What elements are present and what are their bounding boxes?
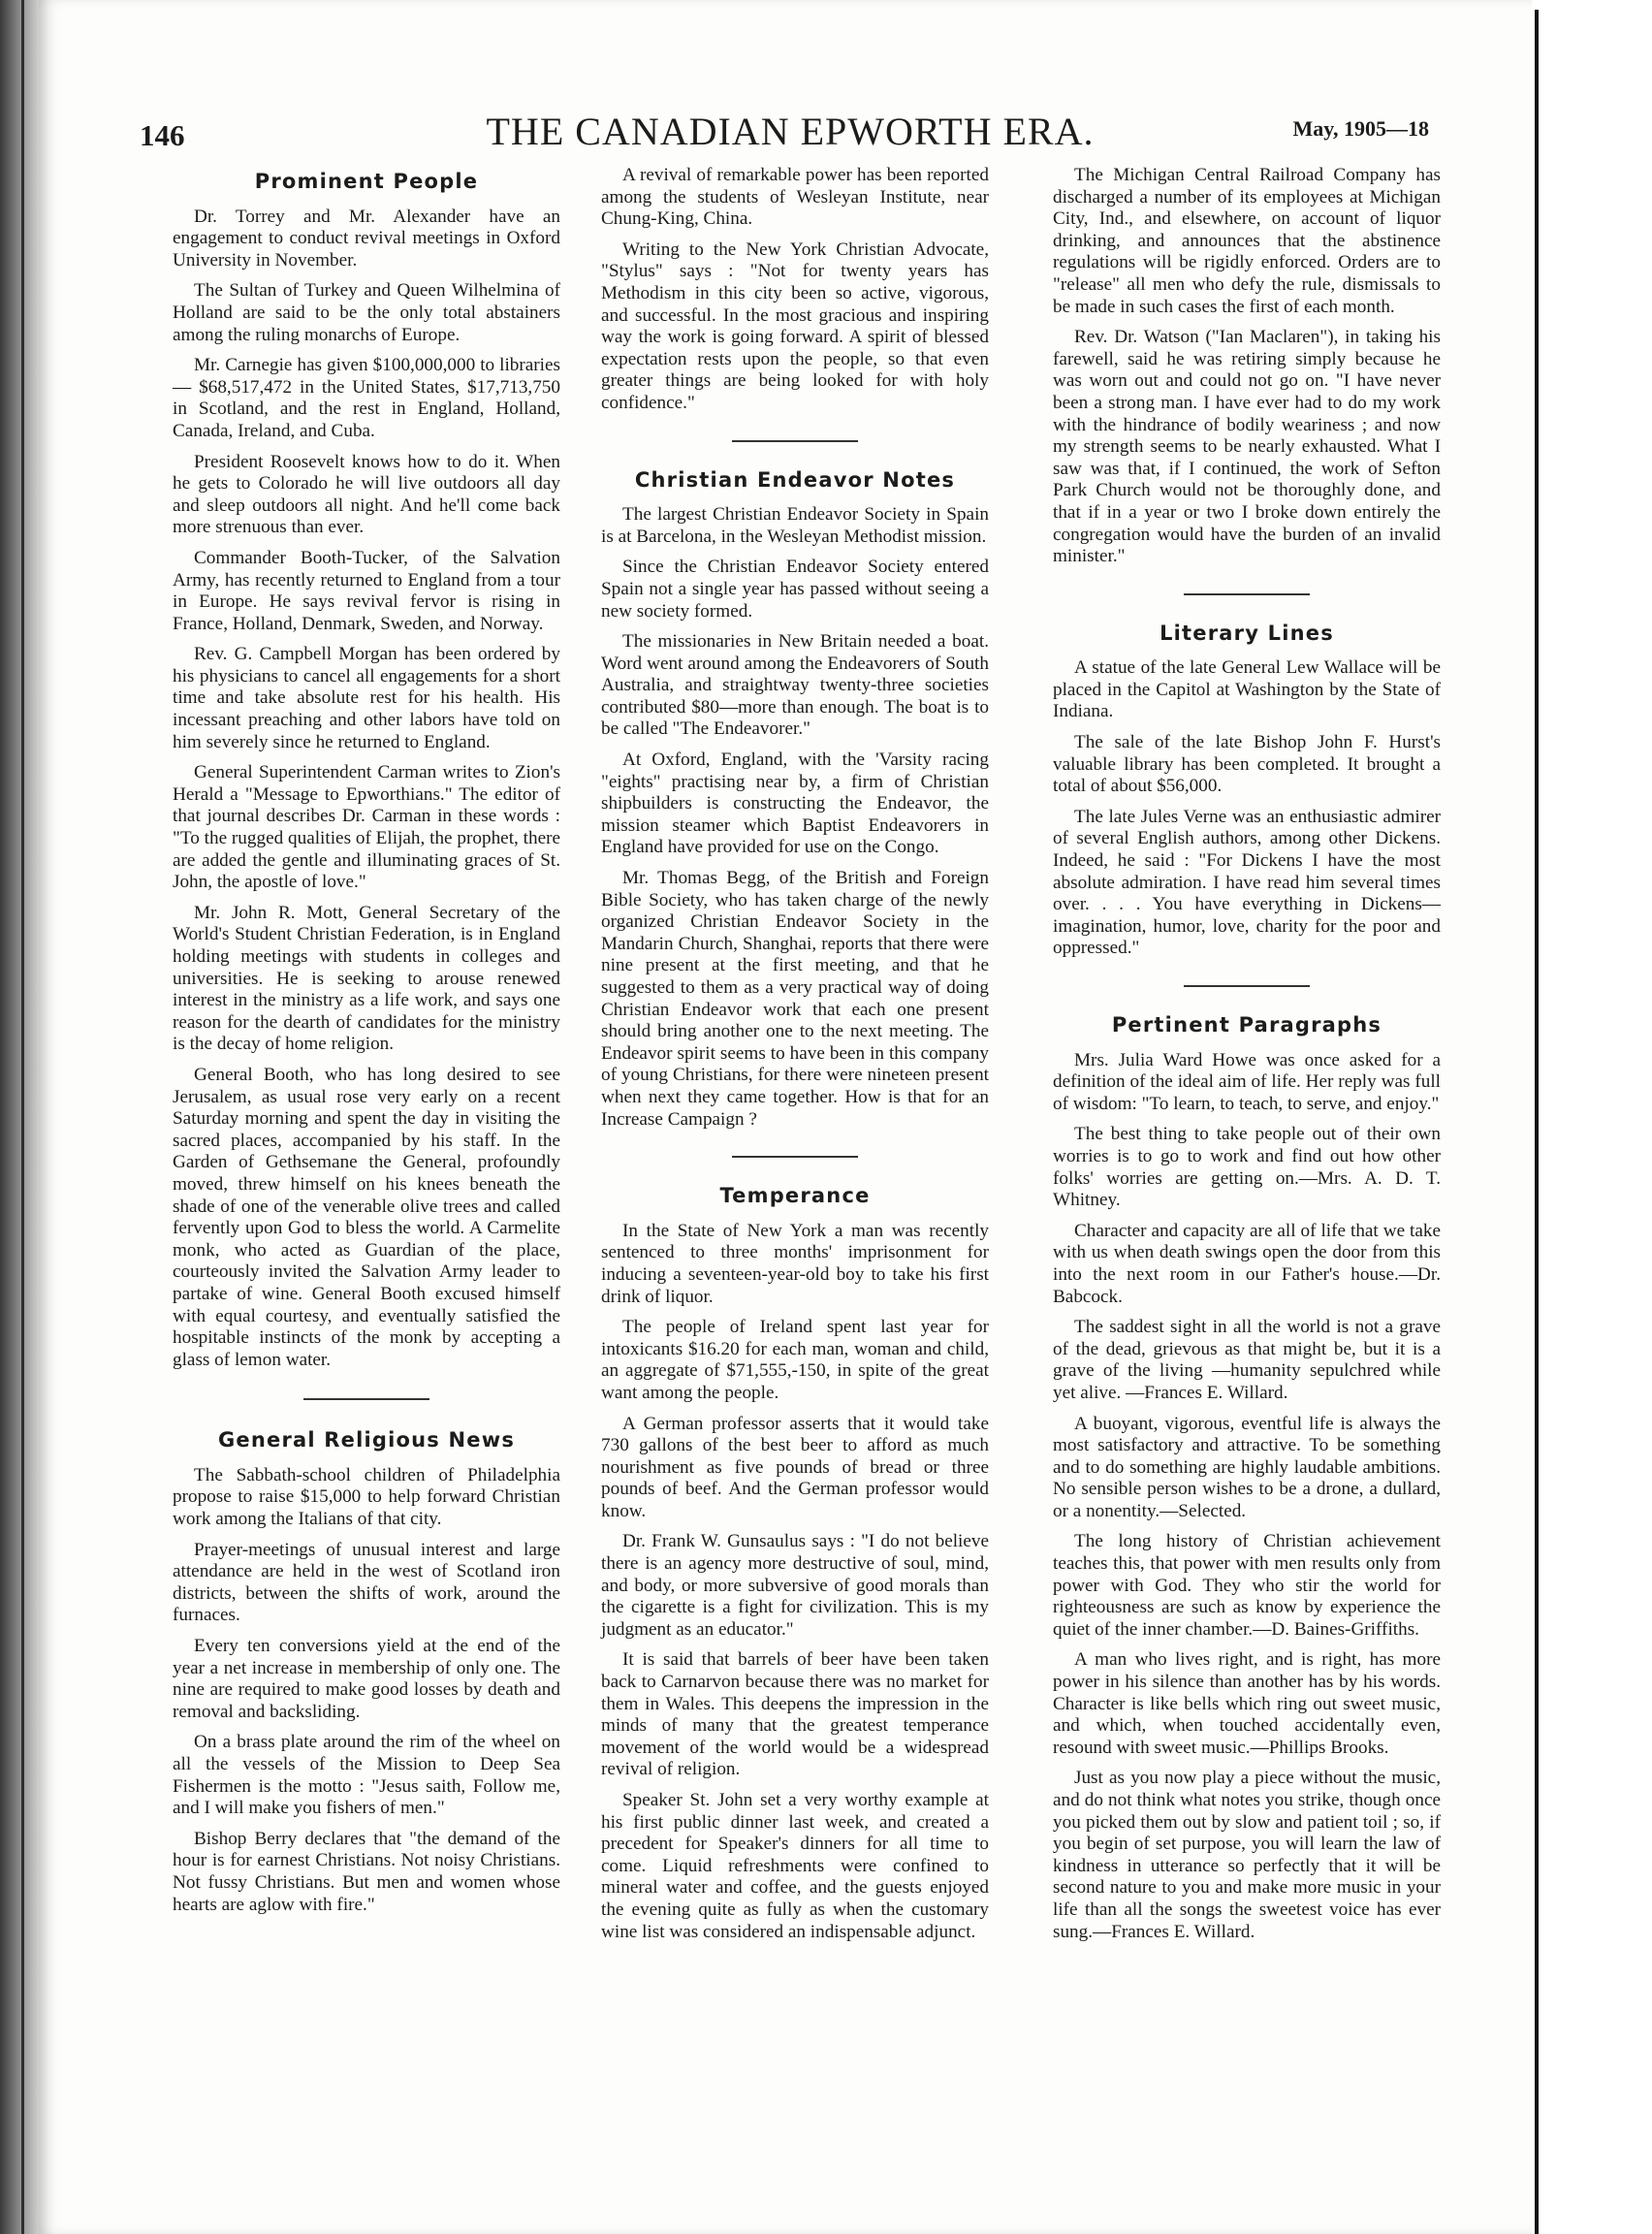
section-divider xyxy=(1184,985,1310,987)
paragraph: Mr. Thomas Begg, of the British and Foreign Bible Society, who has taken charge of the newly organized Christian Endeavor Society in the Mandarin Church, Shanghai, reports that there were nine present at the first meeting, and that he suggested to them as a very practical way of doing Christian Endeavor work that each one present should bring another one to the next meeting. The Endeavor spirit seems to have been in this company of young Christians, for there were nineteen present when next they came together. How is that for an Increase Campaign ? xyxy=(601,868,989,1130)
issue-date: May, 1905—18 xyxy=(1292,116,1429,141)
section-divider xyxy=(1184,593,1310,595)
section-divider xyxy=(732,440,858,442)
journal-title: THE CANADIAN EPWORTH ERA. xyxy=(486,110,1095,153)
paragraph: The sale of the late Bishop John F. Hurst's valuable library has been completed. It brought a total of about $56,000. xyxy=(1053,732,1441,797)
paragraph: Mr. Carnegie has given $100,000,000 to libraries — $68,517,472 in the United States, $17,713,750 in Scotland, and the rest in England, Holland, Canada, Ireland, and Cuba. xyxy=(173,355,560,441)
paragraph: President Roosevelt knows how to do it. When he gets to Colorado he will live outdoors all day and sleep outdoors all night. And he'll come back more strenuous than ever. xyxy=(173,451,560,538)
book-spine xyxy=(0,0,39,2234)
section-divider xyxy=(732,1156,858,1158)
paragraph: A revival of remarkable power has been reported among the students of Wesleyan Institute, near Chung-King, China. xyxy=(601,165,989,230)
paragraph: A man who lives right, and is right, has more power in his silence than another has by his words. Character is like bells which ring out sweet music, and which, when touched accidentally even, resound with sweet music.—Phillips Brooks. xyxy=(1053,1649,1441,1758)
paragraph: The best thing to take people out of their own worries is to go to work and find out how other folks' worries are getting on.—Mrs. A. D. T. Whitney. xyxy=(1053,1124,1441,1211)
paragraph: Dr. Frank W. Gunsaulus says : "I do not believe there is an agency more destructive of soul, mind, and body, or more subversive of good morals than the cigarette is a fight for civilization. This is my judgment as an educator." xyxy=(601,1531,989,1640)
section-title-literary-lines: Literary Lines xyxy=(1160,621,1334,645)
paragraph: The people of Ireland spent last year for intoxicants $16.20 for each man, woman and child, an aggregate of $71,555,-150, in spite of the great want among the people. xyxy=(601,1317,989,1403)
paragraph: On a brass plate around the rim of the wheel on all the vessels of the Mission to Deep Sea Fishermen is the motto : "Jesus saith, Follow me, and I will make you fishers of men." xyxy=(173,1732,560,1819)
section-title-pertinent-paragraphs: Pertinent Paragraphs xyxy=(1111,1013,1382,1037)
paragraph: The late Jules Verne was an enthusiastic admirer of several English authors, among other Dickens. Indeed, he said : "For Dickens I have the most absolute admiration. I have read him several times over. . . . You have everything in Dickens—imagination, humor, love, charity for the poor and oppressed." xyxy=(1053,806,1441,959)
section-title-general-religious-news: General Religious News xyxy=(217,1428,516,1452)
paragraph: The missionaries in New Britain needed a boat. Word went around among the Endeavorers of South Australia, and straightway twenty-three societies contributed $80—more than enough. The boat is to be called "The Endeavorer." xyxy=(601,631,989,740)
paragraph: It is said that barrels of beer have been taken back to Carnarvon because there was no market for them in Wales. This deepens the impression in the minds of many that the greatest temperance movement of the world would be a widespread revival of religion. xyxy=(601,1649,989,1780)
column-3 xyxy=(1053,165,1441,1952)
paragraph: The Sultan of Turkey and Queen Wilhelmina of Holland are said to be the only total abstainers among the ruling monarchs of Europe. xyxy=(173,280,560,345)
paragraph: A buoyant, vigorous, eventful life is always the most satisfactory and attractive. To be something and to do something are highly laudable ambitions. No sensible person wishes to be a drone, a dullard, or a nonentity.—Selected. xyxy=(1053,1413,1441,1521)
page-number: 146 xyxy=(140,118,185,152)
paragraph: At Oxford, England, with the 'Varsity racing "eights" practising near by, a firm of Christian shipbuilders is constructing the Endeavor, the mission steamer which Baptist Endeavorers in England have provided for use on the Congo. xyxy=(601,750,989,858)
paragraph: Mrs. Julia Ward Howe was once asked for a definition of the ideal aim of life. Her reply was full of wisdom: "To learn, to teach, to serve, and enjoy." xyxy=(1053,1049,1441,1114)
next-page-edge xyxy=(1532,0,1652,2234)
paragraph: The Michigan Central Railroad Company has discharged a number of its employees at Michigan City, Ind., and elsewhere, on account of liquor drinking, and announces that the abstinence regulations will be rigidly enforced. Orders are to "release" all men who defy the rule, dismissals to be made in such cases the first of each month. xyxy=(1053,165,1441,317)
paragraph: Dr. Torrey and Mr. Alexander have an engagement to conduct revival meetings in Oxford University in November. xyxy=(173,206,560,271)
paragraph: A German professor asserts that it would take 730 gallons of the best beer to afford as much nourishment as five pounds of bread or three pounds of beef. And the German professor would know. xyxy=(601,1413,989,1521)
paragraph: The largest Christian Endeavor Society in Spain is at Barcelona, in the Wesleyan Methodist mission. xyxy=(601,504,989,547)
column-1 xyxy=(173,165,560,1925)
paragraph: The Sabbath-school children of Philadelphia propose to raise $15,000 to help forward Christian work among the Italians of that city. xyxy=(173,1464,560,1530)
paragraph: Every ten conversions yield at the end of the year a net increase in membership of only one. The nine are required to make good losses by death and removal and backsliding. xyxy=(173,1636,560,1722)
section-title-prominent-people: Prominent People xyxy=(254,170,479,193)
paragraph: Speaker St. John set a very worthy example at his first public dinner last week, and created a precedent for Speaker's dinners for all time to come. Liquid refreshments were confined to mineral water and coffee, and the guests enjoyed the evening quite as fully as when the customary wine list was considered an indispensable adjunct. xyxy=(601,1790,989,1942)
paragraph: The long history of Christian achievement teaches this, that power with men results only from power with God. They who stir the world for righteousness are such as know by experience the quiet of the inner chamber.—D. Baines-Griffiths. xyxy=(1053,1531,1441,1640)
paragraph: Just as you now play a piece without the music, and do not think what notes you strike, though once you picked them out by slow and patient toil ; so, if you begin of set purpose, you will learn the law of kindness in utterance so perfectly that it will be second nature to you and make more music in your life than all the songs the sweetest voice has ever sung.—Frances E. Willard. xyxy=(1053,1768,1441,1942)
paragraph: The saddest sight in all the world is not a grave of the dead, grievous as that might be, but it is a grave of the living —humanity sepulchred while yet alive. —Frances E. Willard. xyxy=(1053,1317,1441,1403)
section-title-christian-endeavor-notes: Christian Endeavor Notes xyxy=(634,467,956,492)
paragraph: Writing to the New York Christian Advocate, "Stylus" says : "Not for twenty years has Methodism in this city been so active, vigorous, and successful. In the most gracious and inspiring way the work is going forward. A spirit of blessed expectation rests upon the people, so that even greater things are being looked for with holy confidence." xyxy=(601,239,989,413)
paragraph: Commander Booth-Tucker, of the Salvation Army, has recently returned to England from a tour in Europe. He says revival fervor is rising in France, Holland, Denmark, Sweden, and Norway. xyxy=(173,547,560,634)
paragraph: Rev. Dr. Watson ("Ian Maclaren"), in taking his farewell, said he was retiring simply because he was worn out and could not go on. "I have never been a strong man. I have ever had to do my work with the hindrance of bodily weariness ; and now my strength seems to be nearly exhausted. What I saw was that, if I continued, the work of Sefton Park Church would not be thoroughly done, and that if in a year or two I broke down entirely the congregation would have the burden of an invalid minister." xyxy=(1053,327,1441,567)
paragraph: Rev. G. Campbell Morgan has been ordered by his physicians to cancel all engagements for a short time and take absolute rest for his health. His incessant preaching and other labors have told on him severely since he returned to England. xyxy=(173,644,560,752)
paragraph: A statue of the late General Lew Wallace will be placed in the Capitol at Washington by the State of Indiana. xyxy=(1053,657,1441,722)
paragraph: Prayer-meetings of unusual interest and large attendance are held in the west of Scotland iron districts, between the shifts of work, around the furnaces. xyxy=(173,1539,560,1626)
paragraph: Character and capacity are all of life that we take with us when death swings open the door from this into the next room in our Father's house.—Dr. Babcock. xyxy=(1053,1220,1441,1307)
page-header xyxy=(140,109,1429,167)
column-2 xyxy=(601,165,989,1952)
section-title-temperance: Temperance xyxy=(719,1184,871,1208)
paragraph: Since the Christian Endeavor Society entered Spain not a single year has passed without seeing a new society formed. xyxy=(601,557,989,622)
paragraph: General Superintendent Carman writes to Zion's Herald a "Message to Epworthians." The editor of that journal describes Dr. Carman in these words : "To the rugged qualities of Elijah, the prophet, there are added the gentle and illuminating graces of St. John, the apostle of love." xyxy=(173,762,560,893)
paragraph: In the State of New York a man was recently sentenced to three months' imprisonment for inducing a seventeen-year-old boy to take his first drink of liquor. xyxy=(601,1220,989,1307)
paragraph: Mr. John R. Mott, General Secretary of the World's Student Christian Federation, is in England holding meetings with students in colleges and universities. He is seeking to arouse renewed interest in the ministry as a life work, and says one reason for the dearth of candidates for the ministry is the decay of home religion. xyxy=(173,902,560,1055)
paragraph: Bishop Berry declares that "the demand of the hour is for earnest Christians. Not noisy Christians. Not fussy Christians. But men and women whose hearts are aglow with fire." xyxy=(173,1828,560,1915)
section-divider xyxy=(303,1398,429,1400)
paragraph: General Booth, who has long desired to see Jerusalem, as usual rose very early on a recent Saturday morning and spent the day in visiting the sacred places, accompanied by his staff. In the Garden of Gethsemane the General, profoundly moved, threw himself on his knees beneath the shade of one of the venerable olive trees and called fervently upon God to bless the world. A Carmelite monk, who acted as Guardian of the place, courteously invited the Salvation Army leader to partake of wine. General Booth excused himself with equal courtesy, and eventually satisfied the hospitable instincts of the monk by accepting a glass of lemon water. xyxy=(173,1064,560,1370)
